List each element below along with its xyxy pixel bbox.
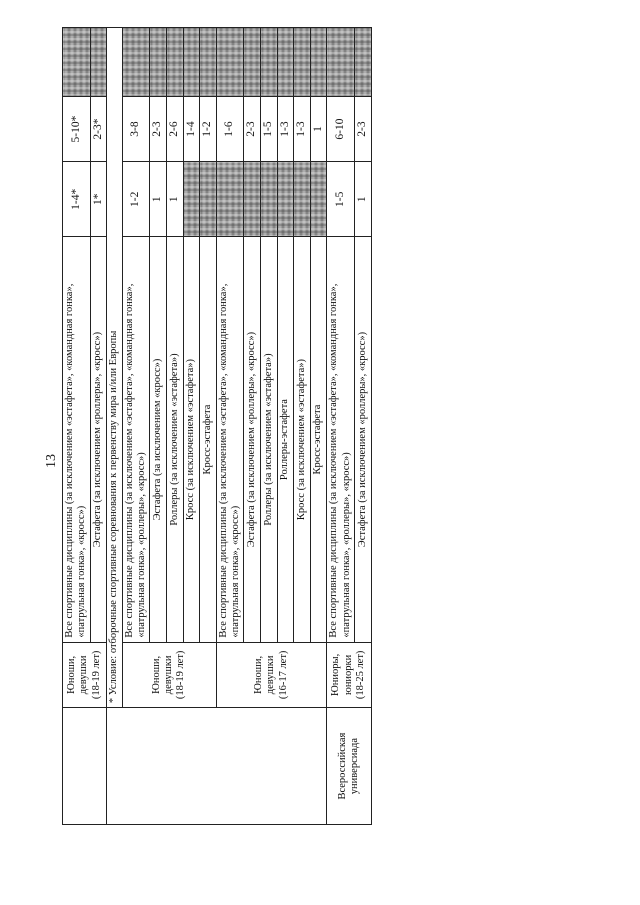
- shaded-cell: [244, 162, 261, 237]
- empty-competition-cell: [122, 708, 327, 825]
- shaded-cell: [216, 28, 244, 97]
- place-cell: 1-2: [200, 96, 217, 161]
- shaded-cell: [183, 28, 200, 97]
- shaded-cell: [310, 162, 327, 237]
- place-cell: 1-2: [122, 162, 150, 237]
- table-row: [216, 28, 244, 825]
- discipline-cell: Эстафета (за исключением «роллеры», «кросс»): [244, 237, 261, 642]
- empty-competition-cell: [63, 708, 107, 825]
- place-cell: 6-10: [327, 96, 355, 161]
- shaded-cell: [327, 28, 355, 97]
- place-cell: 1: [167, 162, 184, 237]
- table-row: [122, 28, 150, 825]
- shaded-cell: [294, 28, 311, 97]
- shaded-cell: [261, 162, 278, 237]
- place-cell: 3-8: [122, 96, 150, 161]
- shaded-cell: [294, 162, 311, 237]
- shaded-cell: [310, 28, 327, 97]
- discipline-cell: Все спортивные дисциплины (за исключением «эстафета», «командная гонка», «патрульная гонка», «роллеры», «кросс»): [327, 237, 355, 642]
- table-row: [107, 28, 122, 825]
- discipline-cell: Роллеры (за исключением «эстафета»): [167, 237, 184, 642]
- place-cell: 1-4*: [63, 162, 91, 237]
- place-cell: 1-6: [216, 96, 244, 161]
- shaded-cell: [167, 28, 184, 97]
- table-row: [63, 28, 91, 825]
- discipline-cell: Роллеры-эстафета: [277, 237, 294, 642]
- place-cell: 1: [150, 162, 167, 237]
- place-cell: 2-3: [244, 96, 261, 161]
- age-group-cell: Юноши, девушки (18-19 лет): [122, 642, 216, 708]
- discipline-cell: Эстафета (за исключением «роллеры», «кросс»): [90, 237, 107, 642]
- place-cell: 1-5: [261, 96, 278, 161]
- age-group-cell: Юниоры, юниорки (18-25 лет): [327, 642, 371, 708]
- place-cell: 5-10*: [63, 96, 91, 161]
- shaded-cell: [277, 28, 294, 97]
- competition-cell: Всероссийская универсиада: [327, 708, 371, 825]
- shaded-cell: [200, 28, 217, 97]
- discipline-cell: Все спортивные дисциплины (за исключением «эстафета», «командная гонка», «патрульная гонка», «кросс»): [63, 237, 91, 642]
- place-cell: 1-5: [327, 162, 355, 237]
- shaded-cell: [122, 28, 150, 97]
- discipline-cell: Роллеры (за исключением «эстафета»): [261, 237, 278, 642]
- age-group-cell: Юноши, девушки (18-19 лет): [63, 642, 107, 708]
- shaded-cell: [90, 28, 107, 97]
- footnote: * Условие: отборочные спортивные соревнования к первенству мира и/или Европы: [107, 28, 122, 708]
- classification-table: [62, 27, 372, 825]
- place-cell: 2-6: [167, 96, 184, 161]
- discipline-cell: Кросс (за исключением «эстафета»): [294, 237, 311, 642]
- discipline-cell: Эстафета (за исключением «роллеры», «кросс»): [355, 237, 372, 642]
- place-cell: 2-3: [355, 96, 372, 161]
- shaded-cell: [277, 162, 294, 237]
- age-group-cell: Юноши, девушки (16-17 лет): [216, 642, 327, 708]
- shaded-cell: [200, 162, 217, 237]
- place-cell: 1: [310, 96, 327, 161]
- shaded-cell: [355, 28, 372, 97]
- discipline-cell: Кросс-эстафета: [310, 237, 327, 642]
- place-cell: 2-3*: [90, 96, 107, 161]
- discipline-cell: Все спортивные дисциплины (за исключением «эстафета», «командная гонка», «патрульная гонка», «роллеры», «кросс»): [122, 237, 150, 642]
- discipline-cell: Эстафета (за исключением «кросс»): [150, 237, 167, 642]
- place-cell: 1-4: [183, 96, 200, 161]
- empty-competition-cell: [107, 708, 122, 825]
- table-row: [327, 28, 355, 825]
- shaded-cell: [244, 28, 261, 97]
- place-cell: 2-3: [150, 96, 167, 161]
- place-cell: 1-3: [294, 96, 311, 161]
- place-cell: 1: [355, 162, 372, 237]
- shaded-cell: [216, 162, 244, 237]
- discipline-cell: Все спортивные дисциплины (за исключением «эстафета», «командная гонка», «патрульная гонка», «кросс»): [216, 237, 244, 642]
- shaded-cell: [63, 28, 91, 97]
- shaded-cell: [261, 28, 278, 97]
- page-number: 13: [44, 454, 59, 468]
- discipline-cell: Кросс (за исключением «эстафета»): [183, 237, 200, 642]
- place-cell: 1*: [90, 162, 107, 237]
- place-cell: 1-3: [277, 96, 294, 161]
- shaded-cell: [183, 162, 200, 237]
- shaded-cell: [150, 28, 167, 97]
- discipline-cell: Кросс-эстафета: [200, 237, 217, 642]
